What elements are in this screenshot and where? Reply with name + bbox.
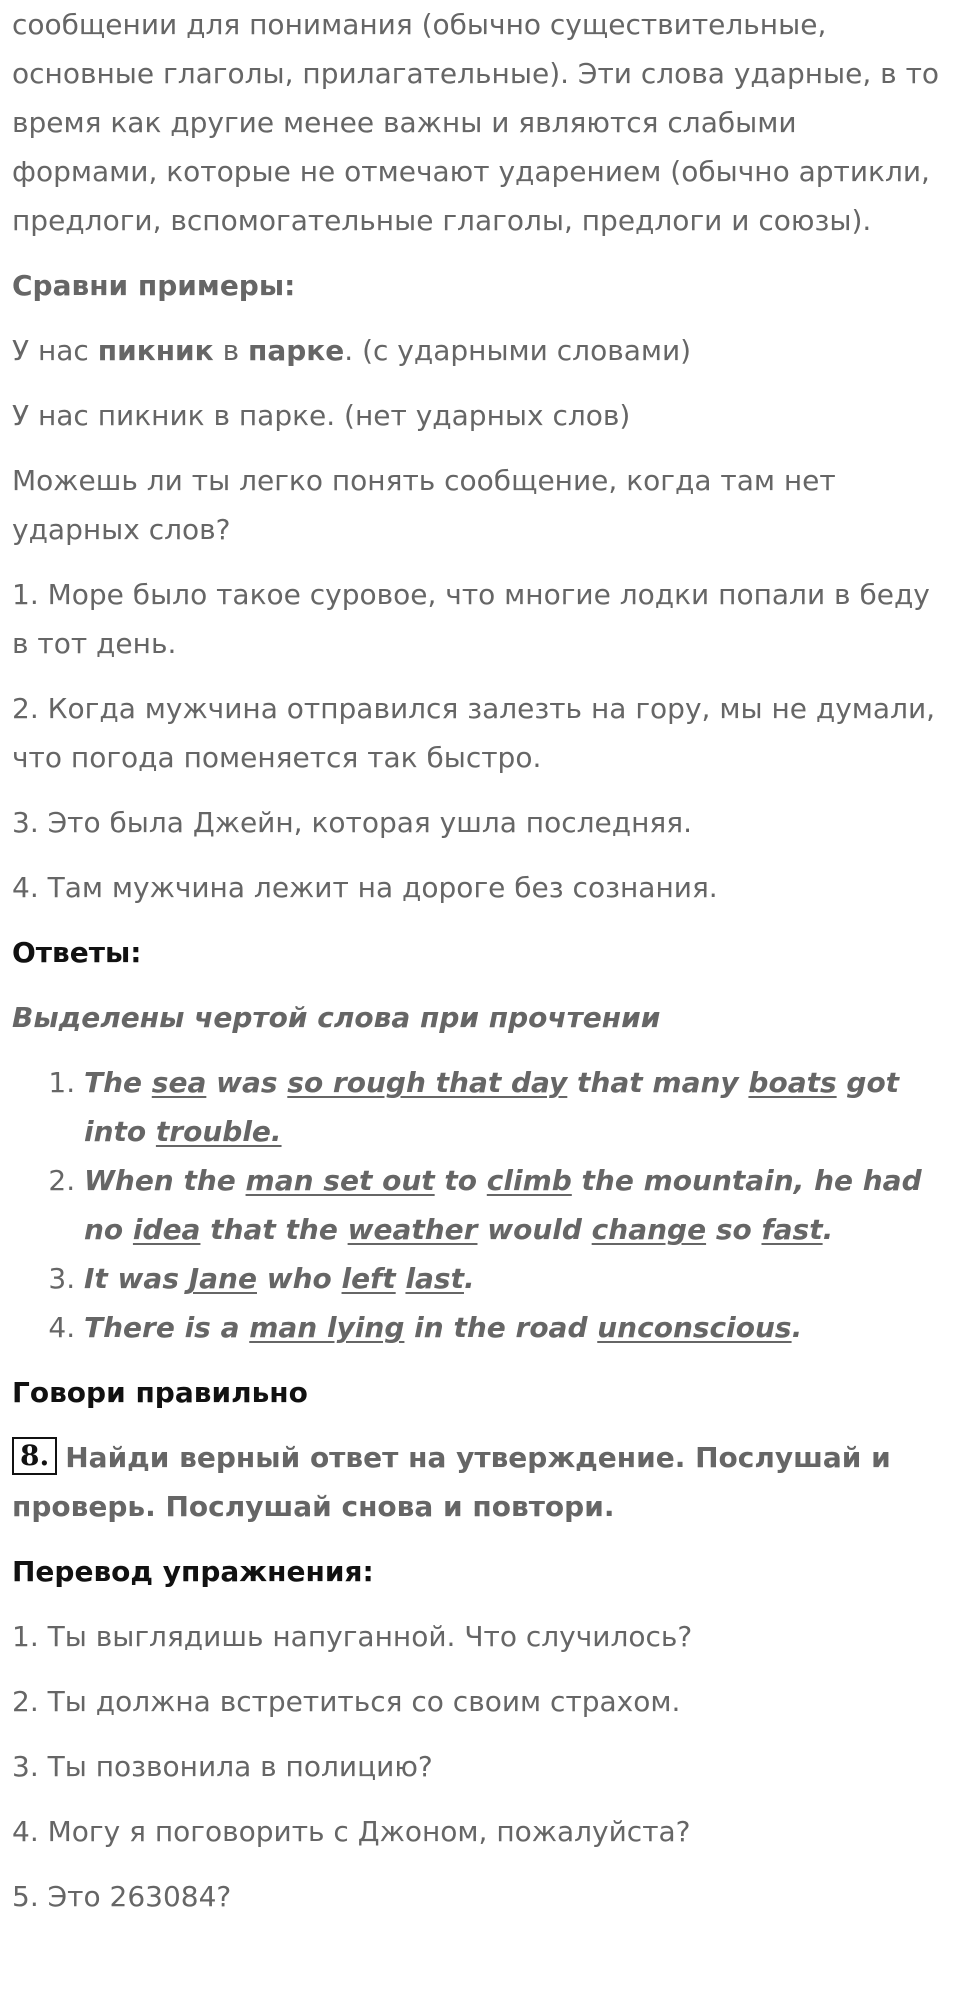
answer-text: that many bbox=[567, 1066, 749, 1099]
stressed-segment: fast bbox=[761, 1213, 823, 1246]
answer-text: It was bbox=[84, 1262, 189, 1295]
intro-paragraph: сообщении для понимания (обычно существительные, основные глаголы, прилагательные). Эти слова ударные, в то время как другие менее важны и являются слабыми формами, которые не отмечают ударением (обычно артикли, предлоги, вспомогательные глаголы, предлоги и союзы). bbox=[12, 8, 940, 237]
stressed-segment: climb bbox=[486, 1164, 572, 1197]
stressed-segment: so rough that day bbox=[287, 1066, 568, 1099]
exercise-task bbox=[12, 1433, 948, 1531]
answer-text: was bbox=[206, 1066, 288, 1099]
answer-text: got into bbox=[84, 1066, 900, 1148]
answer-text bbox=[396, 1262, 406, 1295]
translation-line-5: 5. Это 263084? bbox=[12, 1880, 232, 1913]
stressed-segment: change bbox=[591, 1213, 707, 1246]
answer-item-4 bbox=[84, 1303, 948, 1352]
answer-text: in the road bbox=[404, 1311, 598, 1344]
sentence-2: 2. Когда мужчина отправился залезть на гору, мы не думали, что погода поменяется так быстро. bbox=[12, 692, 936, 774]
compare-heading: Сравни примеры: bbox=[12, 269, 296, 302]
stressed-segment: idea bbox=[132, 1213, 201, 1246]
answer-text: who bbox=[256, 1262, 342, 1295]
stressed-segment: man set out bbox=[245, 1164, 435, 1197]
stressed-segment: man lying bbox=[249, 1311, 405, 1344]
compare-example-unstressed: У нас пикник в парке. (нет ударных слов) bbox=[12, 399, 631, 432]
example-text: У нас bbox=[12, 334, 98, 367]
answer-text: that the bbox=[200, 1213, 348, 1246]
stressed-segment: trouble. bbox=[155, 1115, 282, 1148]
stressed-word: пикник bbox=[97, 334, 214, 367]
answers-list bbox=[12, 1058, 948, 1352]
answer-text: When the bbox=[84, 1164, 246, 1197]
answers-subheading: Выделены чертой слова при прочтении bbox=[12, 1001, 661, 1034]
compare-example-stressed bbox=[12, 326, 948, 375]
translation-line-4: 4. Могу я поговорить с Джоном, пожалуйста? bbox=[12, 1815, 691, 1848]
answer-text: . bbox=[791, 1311, 803, 1344]
sentence-3: 3. Это была Джейн, которая ушла последняя. bbox=[12, 806, 692, 839]
exercise-number-badge: 8. bbox=[12, 1437, 57, 1475]
answer-text: There is a bbox=[84, 1311, 250, 1344]
sentence-4: 4. Там мужчина лежит на дороге без сознания. bbox=[12, 871, 718, 904]
stressed-segment: left bbox=[341, 1262, 396, 1295]
answers-heading: Ответы: bbox=[12, 936, 142, 969]
answer-text: the mountain, he had no bbox=[84, 1164, 922, 1246]
answer-text: would bbox=[477, 1213, 592, 1246]
compare-question: Можешь ли ты легко понять сообщение, когда там нет ударных слов? bbox=[12, 464, 836, 546]
stressed-segment: Jane bbox=[188, 1262, 257, 1295]
translation-line-1: 1. Ты выглядишь напуганной. Что случилось? bbox=[12, 1620, 693, 1653]
translation-line-2: 2. Ты должна встретиться со своим страхом. bbox=[12, 1685, 681, 1718]
translation-line-3: 3. Ты позвонила в полицию? bbox=[12, 1750, 433, 1783]
translation-heading: Перевод упражнения: bbox=[12, 1555, 374, 1588]
stressed-segment: boats bbox=[748, 1066, 837, 1099]
sentence-1: 1. Море было такое суровое, что многие лодки попали в беду в тот день. bbox=[12, 578, 930, 660]
answer-text: so bbox=[706, 1213, 762, 1246]
answer-item-3 bbox=[84, 1254, 948, 1303]
speak-heading: Говори правильно bbox=[12, 1376, 308, 1409]
answer-text: . bbox=[463, 1262, 475, 1295]
answer-text: . bbox=[822, 1213, 834, 1246]
stressed-word: парке bbox=[247, 334, 345, 367]
answer-item-2 bbox=[84, 1156, 948, 1254]
stressed-segment: last bbox=[405, 1262, 464, 1295]
stressed-segment: unconscious bbox=[597, 1311, 792, 1344]
stressed-segment: sea bbox=[151, 1066, 207, 1099]
answer-text: to bbox=[434, 1164, 487, 1197]
stressed-segment: weather bbox=[347, 1213, 478, 1246]
example-text: в bbox=[213, 334, 248, 367]
example-text: . (с ударными словами) bbox=[344, 334, 692, 367]
answer-text: The bbox=[84, 1066, 152, 1099]
answer-item-1 bbox=[84, 1058, 948, 1156]
exercise-task-text: Найди верный ответ на утверждение. Послушай и проверь. Послушай снова и повтори. bbox=[12, 1441, 891, 1523]
